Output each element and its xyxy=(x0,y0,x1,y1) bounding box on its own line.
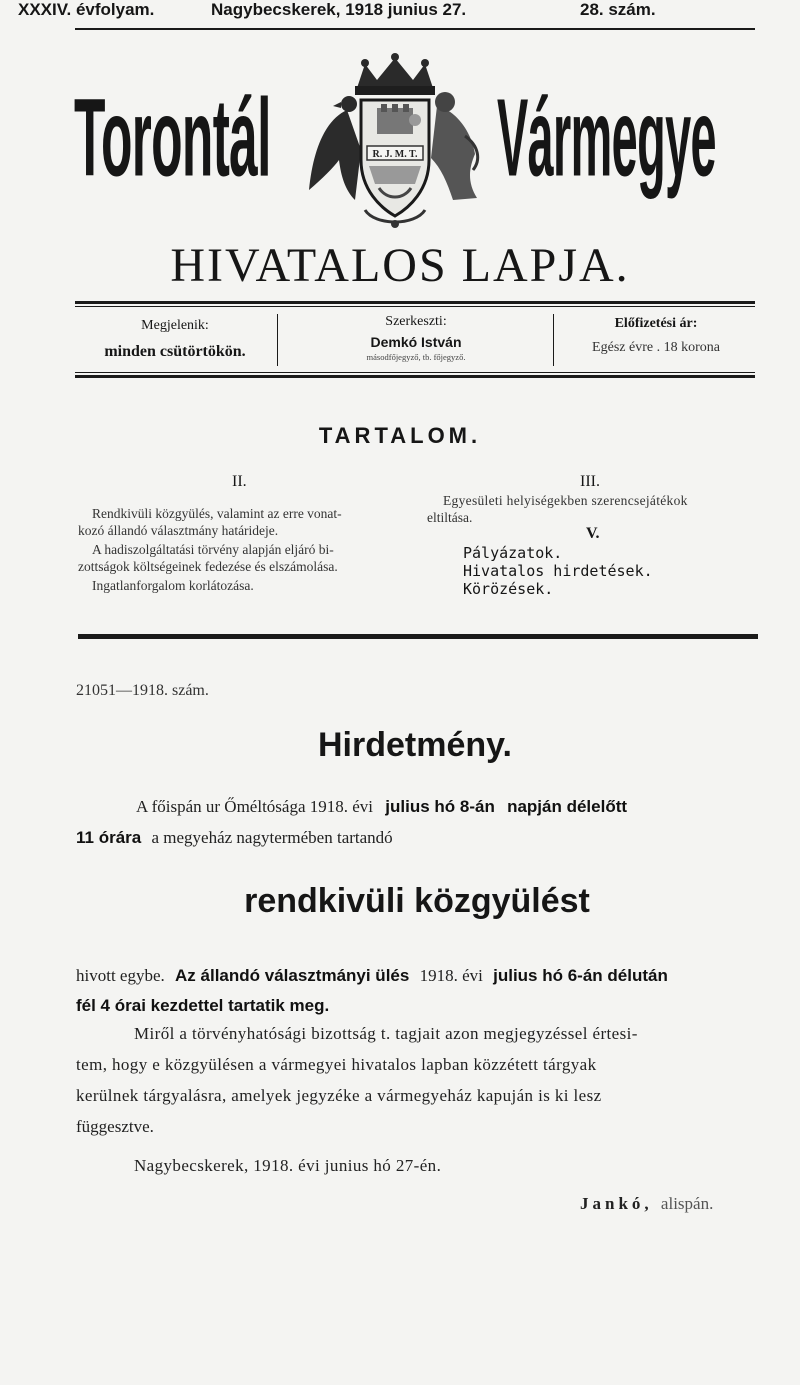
published-block xyxy=(75,318,275,361)
subscription-value: Egész évre . 18 korona xyxy=(592,340,720,355)
toc-right-item: Körözések. xyxy=(463,580,554,598)
notice-para3-line: kerülnek tárgyalásra, amelyek jegyzéke a vármegyeház kapuján is ki lesz xyxy=(76,1086,602,1105)
coat-of-arms-icon xyxy=(305,50,485,230)
masthead-top-line xyxy=(0,0,680,22)
issue-number: 28. szám. xyxy=(580,0,656,19)
notice-para2-line2 xyxy=(76,996,329,1016)
masthead-top-rule xyxy=(75,28,755,30)
notice-date-highlight: julius hó 8-án xyxy=(385,797,495,816)
notice-signature xyxy=(580,1194,713,1214)
editor-block xyxy=(280,314,552,362)
signature-title: alispán. xyxy=(660,1194,714,1213)
notice-text: 1918. évi xyxy=(419,966,483,985)
notice-para3-line: tem, hogy e közgyülésen a vármegyei hivatalos lapban közzétett tárgyak xyxy=(76,1055,597,1074)
notice-para1-line2 xyxy=(76,828,393,848)
toc-right-item: Egyesületi helyiségekben szerencsejátékok xyxy=(443,493,688,508)
editor-title: másodfőjegyző, tb. főjegyző. xyxy=(366,352,466,362)
crest-inscription: R. J. M. T. xyxy=(372,149,418,160)
notice-text: hivott egybe. xyxy=(76,966,165,985)
info-divider-2 xyxy=(553,314,554,366)
contents-section-ii: II. xyxy=(232,473,247,490)
toc-left-item: A hadiszolgáltatási törvény alapján eljáró bi- xyxy=(92,542,334,557)
notice-committee-highlight: Az állandó választmányi ülés xyxy=(175,966,410,985)
notice-para3-line: függesztve. xyxy=(76,1117,154,1136)
contents-section-v: V. xyxy=(586,525,600,542)
toc-right-item: Pályázatok. xyxy=(463,544,563,562)
subscription-block xyxy=(556,316,756,356)
toc-right-item: eltiltása. xyxy=(427,510,473,525)
signature-name: Jankó, xyxy=(580,1194,653,1213)
title-right-word: Vármegye xyxy=(497,74,716,200)
notice-text: a megyeház nagytermében tartandó xyxy=(151,828,393,847)
toc-left-item: kozó állandó választmány határideje. xyxy=(78,523,279,538)
info-box-bottom-rule xyxy=(75,375,755,378)
info-box-bottom-rule-thin xyxy=(75,372,755,373)
notice-para1-line1 xyxy=(136,797,627,817)
info-box-top-rule xyxy=(75,301,755,304)
notice-date-highlight: julius hó 6-án délután xyxy=(493,966,668,985)
newspaper-subtitle: HIVATALOS LAPJA. xyxy=(170,239,630,292)
info-box-top-rule-thin xyxy=(75,306,755,307)
notice-text: A főispán ur Őméltósága 1918. évi xyxy=(136,797,374,816)
place-date: Nagybecskerek, 1918 junius 27. xyxy=(211,0,467,19)
notice-time-highlight: napján délelőtt xyxy=(507,797,628,816)
contents-bottom-rule xyxy=(78,634,758,639)
notice-text: fél 4 órai kezdettel tartatik meg. xyxy=(76,996,330,1015)
subscription-label: Előfizetési ár: xyxy=(614,316,698,331)
contents-heading: TARTALOM. xyxy=(318,423,482,448)
toc-left-item: Ingatlanforgalom korlátozása. xyxy=(92,578,254,593)
notice-para3-line: Miről a törvényhatósági bizottság t. tagjait azon megjegyzéssel értesi- xyxy=(134,1024,638,1043)
toc-left-item: Rendkivüli közgyülés, valamint az erre vonat- xyxy=(92,506,342,521)
editor-name: Demkó István xyxy=(370,334,462,350)
notice-number: 21051—1918. szám. xyxy=(76,682,209,699)
assembly-heading: rendkivüli közgyülést xyxy=(244,882,590,920)
published-label: Megjelenik: xyxy=(141,318,209,333)
volume-label: XXXIV. évfolyam. xyxy=(18,0,155,19)
notice-dateline: Nagybecskerek, 1918. évi junius hó 27-én. xyxy=(134,1156,442,1175)
published-value: minden csütörtökön. xyxy=(104,343,246,360)
notice-hour-highlight: 11 órára xyxy=(76,828,142,847)
toc-right-item: Hivatalos hirdetések. xyxy=(463,562,653,580)
title-left-word: Torontál xyxy=(74,74,271,200)
contents-section-iii: III. xyxy=(580,473,600,490)
notice-para2-line1 xyxy=(76,966,668,986)
notice-title: Hirdetmény. xyxy=(318,726,512,764)
toc-left-item: zottságok költségeinek fedezése és elszámolása. xyxy=(78,559,338,574)
info-divider-1 xyxy=(277,314,278,366)
editor-label: Szerkeszti: xyxy=(385,314,447,329)
